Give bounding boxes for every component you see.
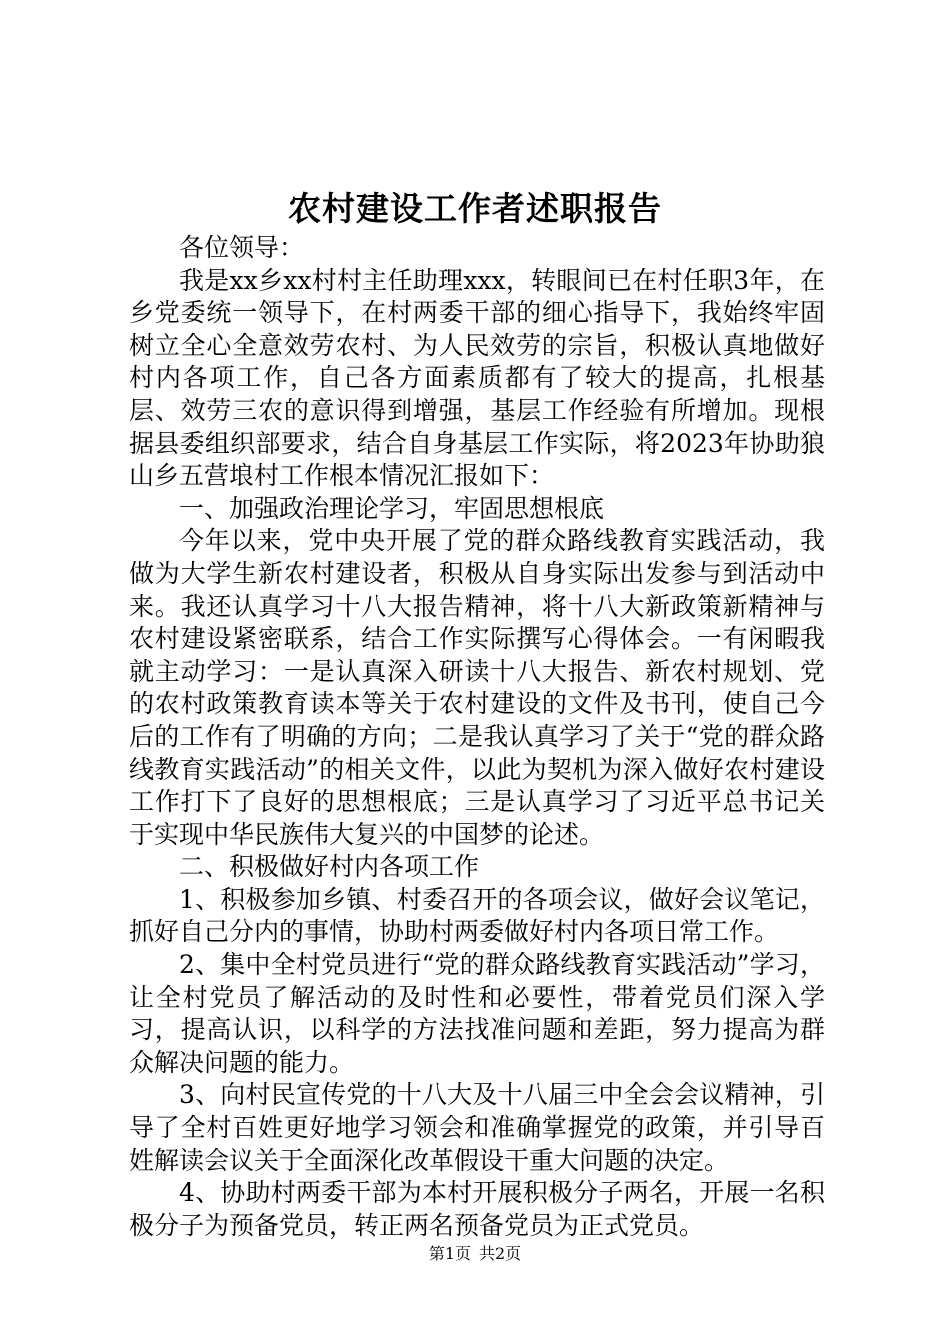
paragraph-intro: 我是xx乡xx村村主任助理xxx，转眼间已在村任职3年，在乡党委统一领导下，在村两委干部的细心指导下，我始终牢固树立全心全意效劳农村、为人民效劳的宗旨，积极认真地做好村内各项工作，自己各方面素质都有了较大的提高，扎根基层、效劳三农的意识得到增强，基层工作经验有所增加。现根据县委组织部要求，结合自身基层工作实际，将2023年协助狼山乡五营埌村工作根本情况汇报如下： <box>129 265 825 491</box>
section-heading-2: 二、积极做好村内各项工作 <box>179 852 480 882</box>
page-number: 第1页 <box>428 1244 471 1263</box>
document-title: 农村建设工作者述职报告 <box>288 189 662 228</box>
page-total: 共2页 <box>479 1244 522 1263</box>
section-heading-1: 一、加强政治理论学习，牢固思想根底 <box>179 493 605 523</box>
list-item-4: 4、协助村两委干部为本村开展积极分子两名，开展一名积极分子为预备党员，转正两名预备党员为正式党员。 <box>129 1178 825 1240</box>
list-item-3: 3、向村民宣传党的十八大及十八届三中全会会议精神，引导了全村百姓更好地学习领会和准确掌握党的政策，并引导百姓解读会议关于全面深化改革假设干重大问题的决定。 <box>129 1080 825 1175</box>
list-item-2: 2、集中全村党员进行“党的群众路线教育实践活动”学习，让全村党员了解活动的及时性和必要性，带着党员们深入学习，提高认识，以科学的方法找准问题和差距，努力提高为群众解决问题的能力。 <box>129 950 825 1077</box>
salutation: 各位领导： <box>179 233 305 262</box>
list-item-1: 1、积极参加乡镇、村委召开的各项会议，做好会议笔记，抓好自己分内的事情，协助村两委做好村内各项日常工作。 <box>129 884 825 947</box>
page-footer <box>0 1244 950 1264</box>
document-body <box>129 232 825 1242</box>
paragraph-study: 今年以来，党中央开展了党的群众路线教育实践活动，我做为大学生新农村建设者，积极从自身实际出发参与到活动中来。我还认真学习十八大报告精神，将十八大新政策新精神与农村建设紧密联系，结合工作实际撰写心得体会。一有闲暇我就主动学习：一是认真深入研读十八大报告、新农村规划、党的农村政策教育读本等关于农村建设的文件及书刊，使自己今后的工作有了明确的方向；二是我认真学习了关于“党的群众路线教育实践活动”的相关文件，以此为契机为深入做好农村建设工作打下了良好的思想根底；三是认真学习了习近平总书记关于实现中华民族伟大复兴的中国梦的论述。 <box>129 526 825 849</box>
